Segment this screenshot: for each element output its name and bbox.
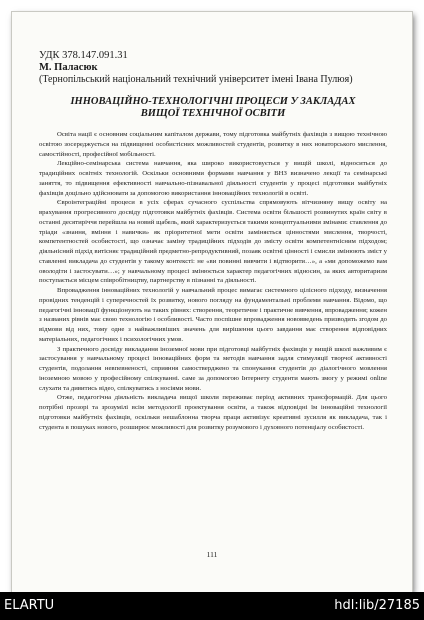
paragraph: Впровадження інноваційних технологій у навчальний процес вимагає системного цілісного підходу, визначення провідних тенденцій і суперечностей їх розвитку, нового погляду на фундаментальні проблеми навчання. Відомо, що педагогічні інновації функціонують на таких рівнях: створення, теоретичне і практичне вивчення, впровадження; кожен з названих рівнів має свою технологію і особливості. Часто поспішне впровадження нововведень призводить згодом до відмови від них, тому одне з найважливіших значень для вирішення цього завдання має створення відповідних матеріальних, педагогічних і психологічних умов.: [39, 287, 387, 343]
paragraph: Освіта нації є основним соціальним капіталом держави, тому підготовка майбутніх фахівців з вищою технічною освітою зосереджується на підвищенні особистісних можливостей студентів, розвитку в них новаторського мислення, самостійності, професійної мобільності.: [39, 131, 387, 158]
title-line-2: ВИЩОЇ ТЕХНІЧНОЇ ОСВІТИ: [140, 108, 286, 119]
paragraph: Євроінтеграційні процеси в усіх сферах сучасного суспільства спрямовують вітчизняну вищу освіту на врахування прогресивного досвіду підготовки майбутніх фахівців. Система освіти більшості розвинутих країн світу в останні десятиріччя перейшла на новий щабель, який характеризується такими концептуальними змінами: ставлення до тріади «знання, вміння і навички» як пріоритетної мети освіти заміняється цінностями мислення, творчості, компетентностей особистості, що означає заміну традиційних підходів до змісту освіти компетентнісним підходом; діяльнісний підхід витісняє традиційний предметно-репродуктивний, позаяк освітні цінності і смисли змінюють зміст у ставленні викладача до студентів у такому контексті: не «ви повинні вивчити і відтворити…», а «ми допоможемо вам оволодіти і застосувати…»; у навчальному процесі змінюється характер педагогічних відносин, за яких авторитаризм поступається місцем співробітництву, партнерству в пізнанні та діяльності.: [39, 199, 387, 285]
udc-code: УДК 378.147.091.31: [39, 50, 128, 61]
paragraph: Отже, педагогічна діяльність викладача вищої школи переживає період активних трансформацій. Для цього потрібні прозорі та зрозумілі всім методології проектування освіти, а також відповідні їм інноваційні технології підготовки майбутніх фахівців, оскільки нешаблонна творча праця активізує креативні зусилля як викладача, так і студента в пошуках нового, розширює можливості для розвитку розумового і духовного потенціалу особистості.: [39, 394, 387, 431]
document-page: [12, 12, 412, 592]
handle-link[interactable]: hdl:lib/27185: [334, 598, 420, 613]
article-title: [39, 96, 387, 120]
page-number: 111: [206, 550, 218, 559]
page-content: [39, 50, 387, 432]
paragraph: Лекційно-семінарська система навчання, яка широко використовується у вищій школі, відноситься до традиційних освітніх технологій. Оскільки основними формами навчання у ВНЗ визначено лекції та семінарські заняття, то підвищення ефективності навчально-пізнавальної діяльності студентів у процесі підготовки майбутніх фахівців доцільно здійснювати за допомогою використання інноваційних технологій в освіті.: [39, 160, 387, 197]
author-affiliation: (Тернопільський національний технічний університет імені Івана Пулюя): [39, 74, 353, 85]
article-body: [39, 130, 387, 432]
repository-bar: [0, 592, 424, 620]
title-line-1: ІННОВАЦІЙНО-ТЕХНОЛОГІЧНІ ПРОЦЕСИ У ЗАКЛАДАХ: [70, 96, 356, 107]
paragraph: З практичного досвіду викладання іноземної мови при підготовці майбутніх фахівців у вищій школі важливим є застосування у навчальному процесі інноваційних форм та методів навчання задля стимуляції творчої активності студентів, подолання невпевненості, сприяння самостверджено та спонукання студентів до діалогічного мовлення іноземною мовою у професійному спілкуванні. саме за допомогою Інтернету студенти мають змогу у режимі online слухати та дивитись відео, спілкуватись з носіями мови.: [39, 345, 387, 392]
repository-name: ELARTU: [4, 598, 55, 613]
author-name: М. Паласюк: [39, 62, 98, 73]
